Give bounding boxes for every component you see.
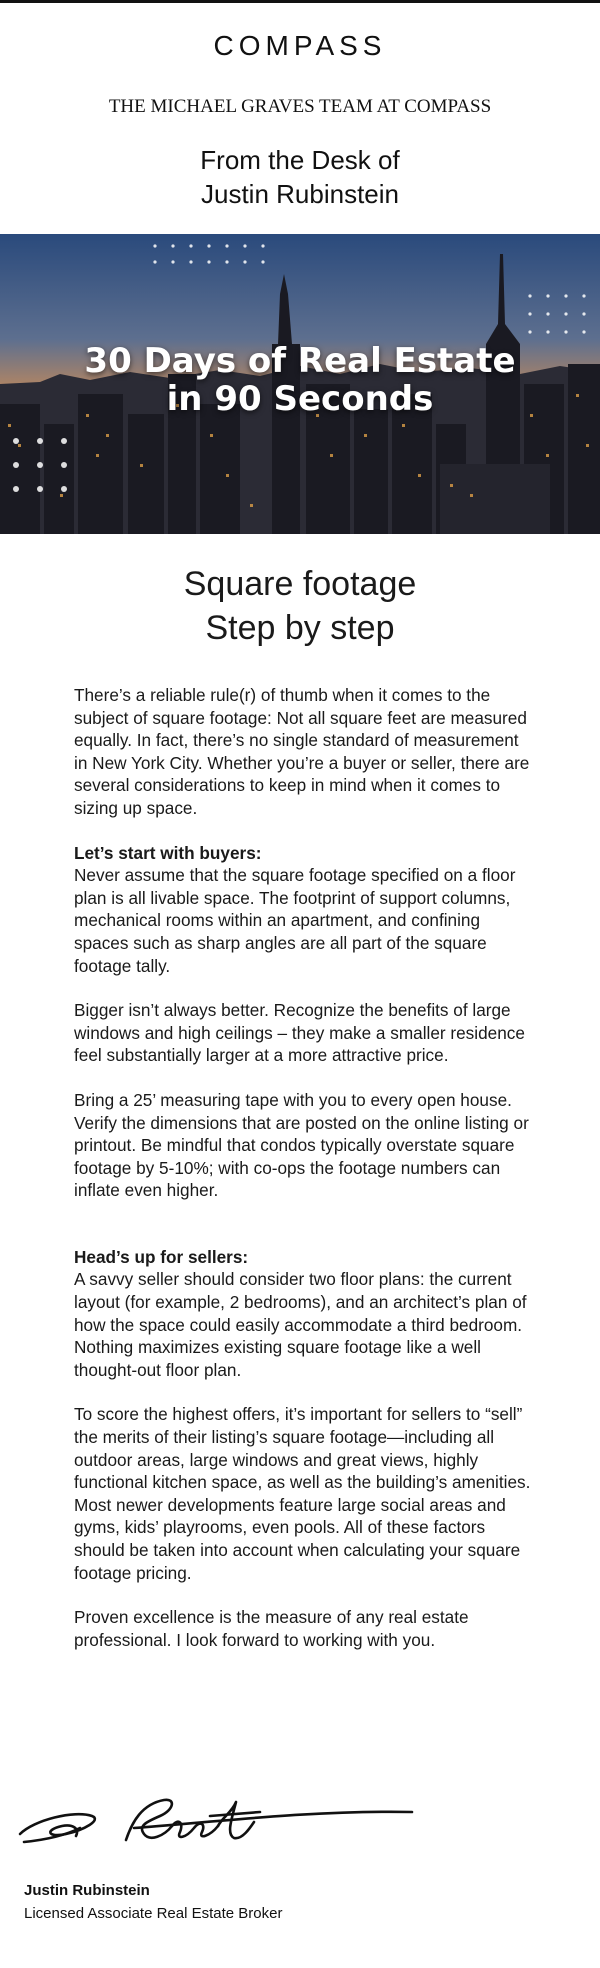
article-body (74, 684, 536, 1651)
title-line-1: Square footage (183, 565, 417, 603)
desk-line-2: Justin Rubinstein (201, 179, 399, 209)
hero-banner[interactable] (0, 234, 600, 534)
banner-headline (0, 342, 600, 418)
desk-heading (0, 143, 600, 211)
team-name: THE MICHAEL GRAVES TEAM AT COMPASS (108, 96, 492, 117)
buyers-heading: Let’s start with buyers: (74, 842, 262, 863)
sellers-paragraph-1: A savvy seller should consider two floor plans: the current layout (for example, 2 bedrooms), and an architect’s plan of how the space could easily accommodate a third bedroom. Nothing maximizes existing square footage like a well thought-out floor plan. (74, 1269, 527, 1380)
signature-title: Licensed Associate Real Estate Broker (24, 1905, 283, 1922)
banner-line-1: 30 Days of Real Estate (84, 341, 516, 381)
closing-paragraph: Proven excellence is the measure of any real estate professional. I look forward to working with you. (74, 1607, 469, 1650)
buyers-paragraph-3: Bring a 25’ measuring tape with you to every open house. Verify the dimensions that are posted on the online listing or printout. Be mindful that condos typically overstate square footage by 5-10%; with co-ops the footage numbers can inflate even higher. (74, 1089, 529, 1201)
buyers-paragraph-2: Bigger isn’t always better. Recognize the benefits of large windows and high ceilings – they make a smaller residence feel substantially larger at a more attractive price. (74, 1000, 525, 1066)
banner-line-2: in 90 Seconds (166, 379, 434, 419)
handwritten-signature (14, 1782, 414, 1862)
title-line-2: Step by step (205, 609, 395, 647)
intro-paragraph: There’s a reliable rule(r) of thumb when it comes to the subject of square footage: Not all square feet are measured equally. In fact, there’s no single standard of measurement in New York City. Whether you’re a buyer or seller, there are several considerations to keep in mind when it comes to sizing up space. (74, 685, 530, 818)
sellers-heading: Head’s up for sellers: (74, 1246, 249, 1267)
sellers-paragraph-2: To score the highest offers, it’s important for sellers to “sell” the merits of their listing’s square footage—including all outdoor areas, large windows and great views, highly functional kitchen space, as well as the building’s amenities. Most newer developments feature large social areas and gyms, kids’ playrooms, even pools. All of these factors should be taken into account when calculating your square footage pricing. (74, 1404, 531, 1583)
buyers-paragraph-1: Never assume that the square footage specified on a floor plan is all livable space. The footprint of support columns, mechanical rooms within an apartment, and confining spaces such as sharp angles are all part of the square footage tally. (74, 865, 516, 976)
article-title (0, 562, 600, 650)
signature-name: Justin Rubinstein (24, 1882, 150, 1899)
compass-logo[interactable]: COMPASS (213, 30, 387, 61)
top-rule (0, 0, 600, 3)
desk-line-1: From the Desk of (200, 145, 400, 175)
